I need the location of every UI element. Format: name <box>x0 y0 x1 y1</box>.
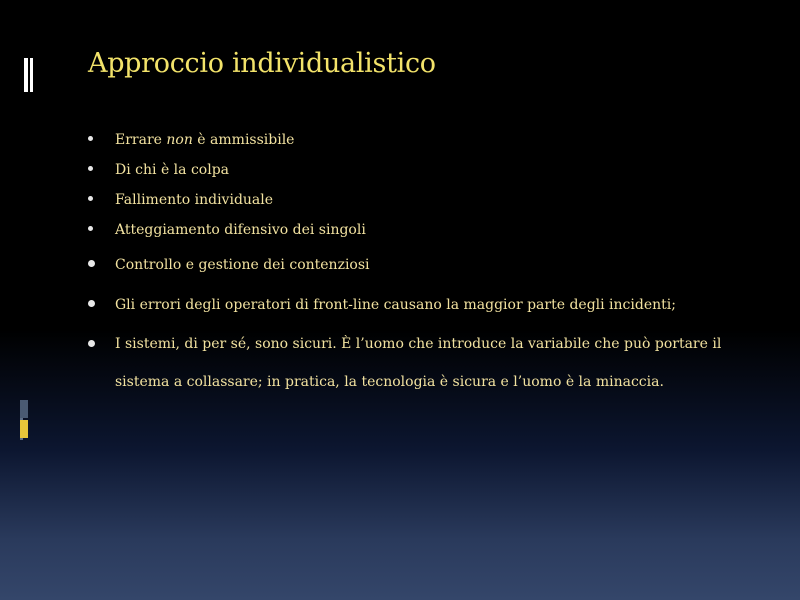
bullet-item <box>88 215 768 245</box>
bullet-dot-icon <box>88 300 95 307</box>
left-bar-black <box>20 58 24 92</box>
bullet-dot-icon <box>88 136 93 141</box>
bullet-dot-icon <box>88 260 95 267</box>
bullet-text: Di chi è la colpa <box>115 162 230 178</box>
bullet-text: Controllo e gestione dei contenziosi <box>115 257 370 273</box>
bullet-item <box>88 125 768 155</box>
left-bar-slate <box>20 400 28 418</box>
bullet-text: Atteggiamento difensivo dei singoli <box>115 222 366 238</box>
bullet-text-part: è ammissibile <box>192 132 295 148</box>
bullet-dot-icon <box>88 196 93 201</box>
bullet-text: I sistemi, di per sé, sono sicuri. È l’uomo che introduce la variabile che può portare il sistema a collassare; in pratica, la tecnologia è sicura e l’uomo è la minaccia. <box>115 336 722 390</box>
bullet-text: Gli errori degli operatori di front-line causano la maggior parte degli incidenti; <box>115 297 676 313</box>
bullet-text-part: Errare <box>115 132 167 148</box>
slide-title: Approccio individualistico <box>88 48 436 79</box>
bullet-item <box>88 185 768 215</box>
bullet-text-emphasis: non <box>166 132 193 148</box>
bullet-item <box>88 325 768 401</box>
bullet-dot-icon <box>88 340 95 347</box>
bullet-text: Fallimento individuale <box>115 192 274 208</box>
bullet-item <box>88 245 768 285</box>
bullet-list <box>88 125 768 401</box>
left-bar-thin <box>30 58 33 92</box>
left-bar-yellow <box>20 420 28 438</box>
bullet-item <box>88 285 768 325</box>
bullet-dot-icon <box>88 226 93 231</box>
bullet-dot-icon <box>88 166 93 171</box>
bullet-item <box>88 155 768 185</box>
